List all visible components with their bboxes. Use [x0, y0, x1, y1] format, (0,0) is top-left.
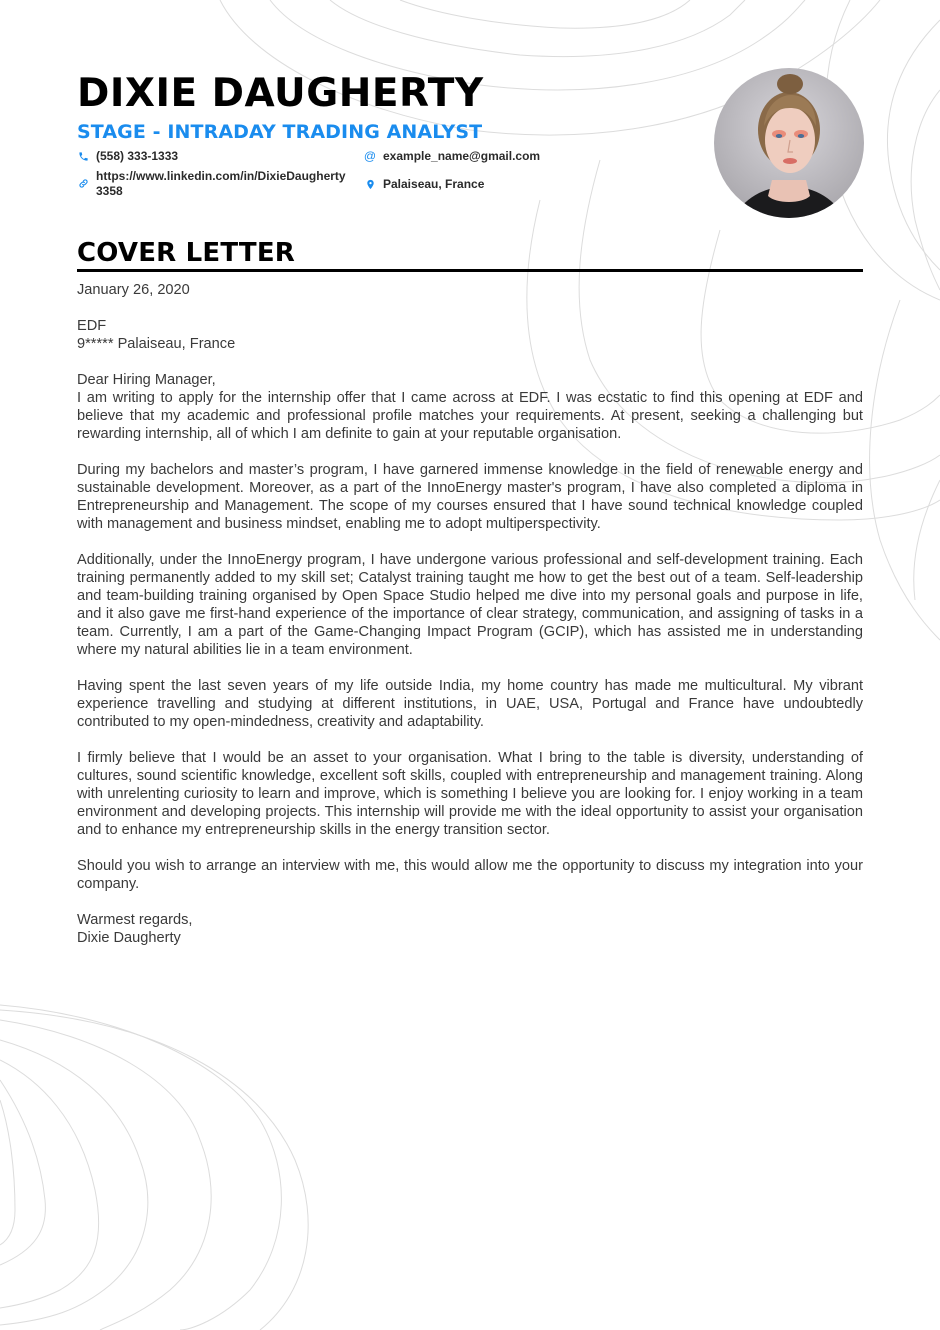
letter-paragraph: I firmly believe that I would be an asset to your organisation. What I bring to the table is diversity, understanding of cultures, sound scientific knowledge, excellent soft skills, coupled with entrepreneurship and management training. Along with unrelenting curiosity to learn and improve, which is something I believe you are looking for. I enjoy working in a team environment and developing projects. This internship will provide me with the ideal opportunity to assist your organisation and to enhance my entrepreneurship skills in the energy transition sector. [77, 750, 863, 838]
letter-paragraph: During my bachelors and master’s program, I have garnered immense knowledge in the field of renewable energy and sustainable development. Moreover, as a part of the InnoEnergy master's program, I have also completed a diploma in Entrepreneurship and Management. The scope of my courses ensured that I have sound technical knowledge coupled with management and business mindset, enabling me to adopt multiperspectivity. [77, 462, 863, 532]
letter-date: January 26, 2020 [77, 282, 190, 298]
portrait-illustration [714, 68, 864, 218]
location: Palaiseau, France [383, 177, 485, 191]
linkedin-url[interactable] [96, 169, 346, 199]
phone-number: (558) 333-1333 [96, 149, 179, 163]
email-address: example_name@gmail.com [383, 149, 541, 163]
recipient-address: 9***** Palaiseau, France [77, 336, 236, 352]
closing: Warmest regards, [77, 912, 193, 928]
contact-email [364, 149, 540, 164]
section-title: COVER LETTER [77, 238, 296, 268]
job-title: STAGE - INTRADAY TRADING ANALYST [77, 121, 483, 143]
letter-paragraph: Should you wish to arrange an interview with me, this would allow me the opportunity to discuss my integration into your company. [77, 858, 863, 892]
contact-linkedin[interactable] [77, 169, 346, 199]
at-icon: @ [363, 148, 377, 163]
letter-paragraph: Having spent the last seven years of my life outside India, my home country has made me multicultural. My vibrant experience travelling and studying at different institutions, in UAE, USA, Portugal and France have undoubtedly contributed to my open-mindedness, creativity and adaptability. [77, 678, 863, 730]
salutation: Dear Hiring Manager, [77, 372, 216, 388]
candidate-name: DIXIE DAUGHERTY [77, 71, 484, 116]
letter-paragraph: I am writing to apply for the internship offer that I came across at EDF. I was ecstatic to find this opening at EDF and believe that my academic and professional profile matches your requirements. At present, seeking a challenging but rewarding internship, all of which I am definite to gain at your reputable organisation. [77, 390, 863, 442]
contact-location [364, 177, 484, 192]
contact-phone [77, 149, 178, 164]
letter-paragraph: Additionally, under the InnoEnergy program, I have undergone various professional and self-development training. Each training permanently added to my skill set; Catalyst training taught me how to get the best out of a team. Self-leadership and team-building training organised by Open Space Studio helped me dive into my personal goals and purpose in life, and it also gave me first-hand experience of the importance of clear strategy, communication, and assigning of tasks in a team. Currently, I am a part of the Game-Changing Impact Program (GCIP), which has assisted me in understanding where my natural abilities lie in a team environment. [77, 552, 863, 658]
profile-photo [714, 68, 864, 218]
phone-icon [77, 149, 89, 163]
link-icon [77, 176, 89, 190]
section-divider [77, 269, 863, 272]
linkedin-url-line2: 3358 [96, 184, 123, 198]
recipient-company: EDF [77, 318, 107, 334]
location-pin-icon [364, 177, 376, 191]
linkedin-url-line1: https://www.linkedin.com/in/DixieDaugherty [96, 169, 346, 183]
letter-body [77, 281, 863, 947]
signature: Dixie Daugherty [77, 930, 181, 946]
